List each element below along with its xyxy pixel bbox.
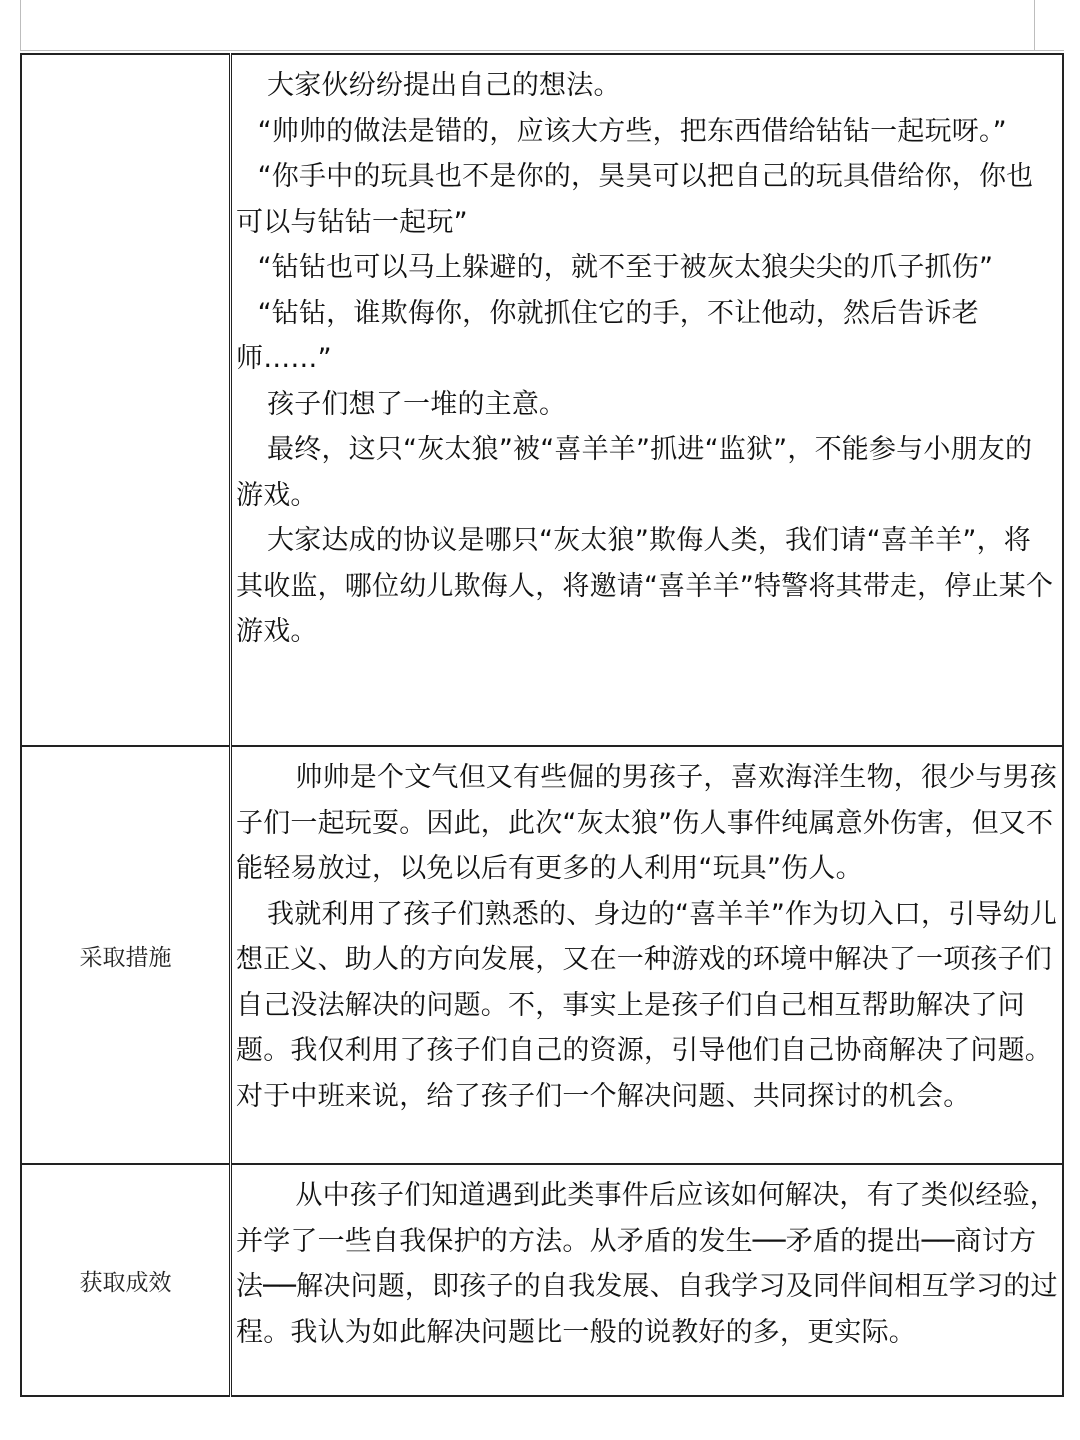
table-row <box>21 54 1063 746</box>
paragraph: “钻钻也可以马上躲避的，就不至于被灰太狼尖尖的爪子抓伤” <box>257 252 994 283</box>
page-margin-guide-top <box>20 50 1064 51</box>
paragraph: 最终，这只“灰太狼”被“喜羊羊”抓进“监狱”，不能参与小朋友的游戏。 <box>236 434 1033 511</box>
row-label-cell: 获取成效 <box>21 1164 231 1396</box>
paragraph: 我就利用了孩子们熟悉的、身边的“喜羊羊”作为切入口，引导幼儿想正义、助人的方向发展，又在一种游戏的环境中解决了一项孩子们自己没法解决的问题。不，事实上是孩子们自己相互帮助解决了问题。我仅利用了孩子们自己的资源，引导他们自己协商解决了问题。对于中班来说，给了孩子们一个解决问题、共同探讨的机会。 <box>236 898 1058 1112</box>
row-content-cell[interactable] <box>231 54 1064 746</box>
table-row <box>21 746 1063 1164</box>
row-label-cell <box>21 54 231 746</box>
paragraph: 大家达成的协议是哪只“灰太狼”欺侮人类，我们请“喜羊羊”，将其收监，哪位幼儿欺侮人，将邀请“喜羊羊”特警将其带走，停止某个游戏。 <box>236 525 1054 647</box>
paragraph: “钻钻，谁欺侮你，你就抓住它的手，不让他动，然后告诉老师……” <box>236 297 979 374</box>
paragraph: “你手中的玩具也不是你的，昊昊可以把自己的玩具借给你，你也可以与钻钻一起玩” <box>236 161 1034 238</box>
paragraph: 从中孩子们知道遇到此类事件后应该如何解决，有了类似经验，并学了一些自我保护的方法。从矛盾的发生──矛盾的提出──商讨方法──解决问题，即孩子的自我发展、自我学习及同伴间相互学习的过程。我认为如此解决问题比一般的说教好的多，更实际。 <box>236 1180 1058 1348</box>
row-content-cell[interactable] <box>231 1164 1064 1396</box>
page-margin-guide-left <box>20 0 21 50</box>
row-content-cell[interactable] <box>231 746 1064 1164</box>
paragraph: “帅帅的做法是错的，应该大方些，把东西借给钻钻一起玩呀。” <box>257 115 1007 147</box>
table-row <box>21 1164 1063 1396</box>
row-label-cell: 采取措施 <box>21 746 231 1164</box>
page-margin-guide-right <box>1034 0 1035 50</box>
document-table <box>20 53 1064 1397</box>
paragraph: 帅帅是个文气但又有些倔的男孩子，喜欢海洋生物，很少与男孩子们一起玩耍。因此，此次“灰太狼”伤人事件纯属意外伤害，但又不能轻易放过，以免以后有更多的人利用“玩具”伤人。 <box>236 762 1057 884</box>
paragraph: 孩子们想了一堆的主意。 <box>267 388 567 420</box>
paragraph: 大家伙纷纷提出自己的想法。 <box>267 70 621 101</box>
